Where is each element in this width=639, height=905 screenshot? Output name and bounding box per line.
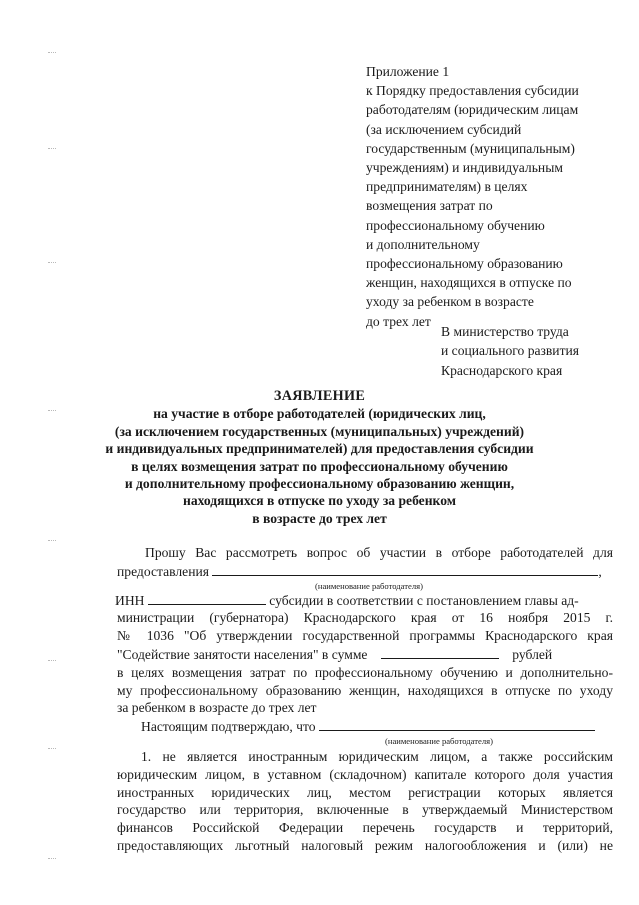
statement-heading: ЗАЯВЛЕНИЕ	[273, 388, 366, 404]
body-line: за ребенком в возрасте до трех лет	[117, 700, 317, 716]
title-line: в возрасте до трех лет	[252, 510, 387, 526]
appendix-line: работодателям (юридическим лицам	[366, 102, 579, 118]
body-line: предоставляющих льготный налоговый режим налогообложения и (или) не	[117, 837, 613, 853]
employer-name-row	[117, 562, 613, 581]
scan-mark	[48, 660, 56, 661]
scan-mark	[48, 52, 56, 53]
scan-mark	[48, 858, 56, 859]
appendix-line: предпринимателям) в целях	[366, 179, 528, 195]
employer-name-blank[interactable]	[212, 562, 598, 576]
scan-mark	[48, 540, 56, 541]
employer-name-caption: (наименование работодателя)	[385, 735, 493, 746]
body-line: Прошу Вас рассмотреть вопрос об участии в отборе работодателей для	[145, 545, 613, 560]
body-text-span: ,	[598, 563, 602, 579]
appendix-line: женщин, находящихся в отпуске по	[366, 275, 572, 291]
body-line: государство или территория, включенные в утверждаемый Министерством	[117, 802, 613, 818]
body-line: юридическим лицом, в уставном (складочном) капитале которого доля участия	[117, 766, 613, 782]
appendix-line: возмещения затрат по	[366, 198, 493, 214]
appendix-line: (за исключением субсидий	[366, 121, 522, 137]
body-line: министрации (губернатора) Краснодарского края от 16 ноября 2015 г.	[117, 610, 613, 626]
appendix-line: профессиональному обучению	[366, 217, 545, 233]
confirm-row	[141, 717, 613, 736]
body-line: 1. не является иностранным юридическим лицом, а также российским	[141, 748, 613, 764]
addressee-line: Краснодарского края	[441, 362, 563, 378]
scan-mark	[48, 148, 56, 149]
appendix-line: до трех лет	[366, 313, 431, 329]
appendix-line: и дополнительному	[366, 236, 480, 252]
title-line: в целях возмещения затрат по профессиональному обучению	[131, 458, 508, 474]
employer-name-caption: (наименование работодателя)	[315, 580, 423, 591]
body-line: иностранных юридических лиц, местом регистрации которых является	[117, 784, 613, 800]
body-line: финансов Российской Федерации перечень государств и территорий,	[117, 820, 613, 836]
scan-mark	[48, 262, 56, 263]
scan-mark	[48, 748, 56, 749]
statement-title	[0, 388, 639, 527]
amount-row	[117, 645, 613, 664]
body-text-span: "Содействие занятости населения" в сумме	[117, 646, 368, 662]
title-line: и дополнительному профессиональному образованию женщин,	[124, 476, 515, 492]
inn-label: ИНН	[115, 592, 145, 608]
confirm-employer-blank[interactable]	[319, 717, 595, 731]
appendix-line: профессиональному образованию	[366, 256, 563, 272]
body-line: в целях возмещения затрат по профессиональному обучению и дополнительно-	[117, 664, 613, 680]
statement-body	[117, 544, 613, 855]
body-text-span: предоставления	[117, 563, 210, 579]
title-line: (за исключением государственных (муниципальных) учреждений)	[114, 423, 525, 439]
appendix-block	[366, 62, 616, 331]
appendix-line: к Порядку предоставления субсидии	[366, 83, 579, 99]
appendix-line: уходу за ребенком в возрасте	[366, 294, 534, 310]
body-line: му профессиональному образованию женщин, находящихся в отпуске по уходу	[117, 682, 613, 698]
appendix-line: учреждениям) и индивидуальным	[366, 160, 563, 176]
appendix-line: Приложение 1	[366, 64, 450, 79]
title-line: на участие в отборе работодателей (юридических лиц,	[153, 406, 486, 422]
title-line: находящихся в отпуске по уходу за ребенком	[182, 493, 456, 509]
body-text-span: рублей	[512, 646, 553, 662]
body-text-span: Настоящим подтверждаю, что	[141, 719, 316, 735]
appendix-line: государственным (муниципальным)	[366, 140, 575, 156]
body-text-span: субсидии в соответствии с постановлением главы ад-	[269, 592, 579, 608]
amount-blank[interactable]	[381, 645, 499, 659]
title-line: и индивидуальных предпринимателей) для предоставления субсидии	[105, 441, 534, 457]
inn-blank[interactable]	[148, 591, 266, 605]
inn-row	[115, 591, 613, 610]
addressee-line: и социального развития	[441, 343, 580, 359]
addressee-line: В министерство труда	[441, 324, 569, 339]
body-line: № 1036 "Об утверждении государственной программы Краснодарского края	[117, 628, 613, 644]
addressee-block	[441, 322, 621, 380]
